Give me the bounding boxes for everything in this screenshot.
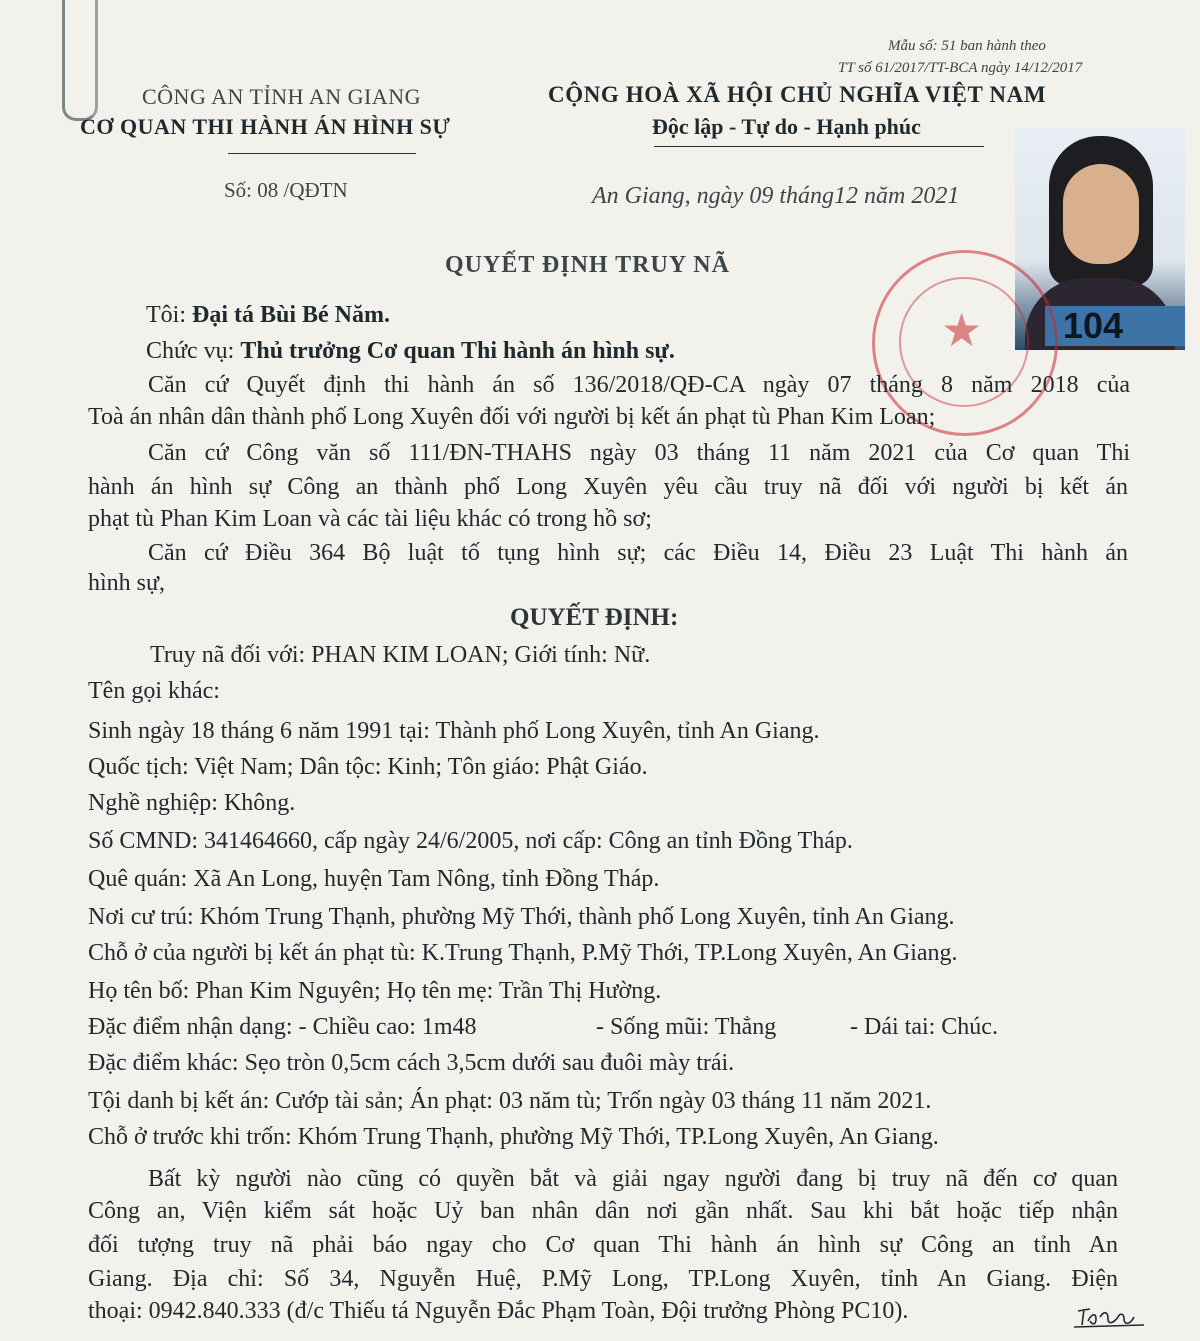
issuer-line xyxy=(146,302,390,329)
prior-address-line: Chỗ ở trước khi trốn: Khóm Trung Thạnh, phường Mỹ Thới, TP.Long Xuyên, An Giang. xyxy=(88,1124,939,1150)
issuer-name: Đại tá Bùi Bé Năm. xyxy=(192,302,390,328)
basis2-line-b: hành án hình sự Công an thành phố Long Xuyên yêu cầu truy nã đối với người bị kết án xyxy=(88,474,1128,500)
basis2-line-c: phạt tù Phan Kim Loan và các tài liệu khác có trong hồ sơ; xyxy=(88,506,652,532)
basis3-line-b: hình sự, xyxy=(88,570,166,596)
closing-line-5: thoại: 0942.840.333 (đ/c Thiếu tá Nguyễn Đắc Phạm Toàn, Đội trưởng Phòng PC10). xyxy=(88,1298,909,1324)
alias-line: Tên gọi khác: xyxy=(88,678,220,704)
nation-name: CỘNG HOÀ XÃ HỘI CHỦ NGHĨA VIỆT NAM xyxy=(548,82,1047,107)
dateline: An Giang, ngày 09 tháng12 năm 2021 xyxy=(592,183,960,209)
birth-line: Sinh ngày 18 tháng 6 năm 1991 tại: Thành phố Long Xuyên, tỉnh An Giang. xyxy=(88,718,820,744)
form-note-line1: Mẫu số: 51 ban hành theo xyxy=(888,38,1046,54)
identification-ear: - Dái tai: Chúc. xyxy=(850,1014,998,1040)
closing-line-2: Công an, Viện kiểm sát hoặc Uỷ ban nhân dân nơi gần nhất. Sau khi bắt hoặc tiếp nhận xyxy=(88,1198,1118,1224)
crime-line: Tội danh bị kết án: Cướp tài sản; Án phạt: 03 năm tù; Trốn ngày 03 tháng 11 năm 2021. xyxy=(88,1088,932,1114)
org-name-line2: CƠ QUAN THI HÀNH ÁN HÌNH SỰ xyxy=(80,114,451,139)
staple-icon xyxy=(62,0,98,121)
basis3-line-a: Căn cứ Điều 364 Bộ luật tố tụng hình sự; các Điều 14, Điều 23 Luật Thi hành án xyxy=(148,540,1128,566)
motto-underline xyxy=(654,146,984,147)
residence-line: Nơi cư trú: Khóm Trung Thạnh, phường Mỹ Thới, thành phố Long Xuyên, tỉnh An Giang. xyxy=(88,904,955,930)
basis1-line-b: Toà án nhân dân thành phố Long Xuyên đối với người bị kết án phạt tù Phan Kim Loan; xyxy=(88,404,936,430)
document-number: Số: 08 /QĐTN xyxy=(224,178,348,202)
document-title: QUYẾT ĐỊNH TRUY NÃ xyxy=(445,252,730,278)
other-marks-line: Đặc điểm khác: Sẹo tròn 0,5cm cách 3,5cm dưới sau đuôi mày trái. xyxy=(88,1050,735,1076)
current-address-line: Chỗ ở của người bị kết án phạt tù: K.Trung Thạnh, P.Mỹ Thới, TP.Long Xuyên, An Giang. xyxy=(88,940,958,966)
basis2-line-a: Căn cứ Công văn số 111/ĐN-THAHS ngày 03 tháng 11 năm 2021 của Cơ quan Thi xyxy=(148,440,1130,466)
org-name-line1: CÔNG AN TỈNH AN GIANG xyxy=(142,84,421,109)
parents-line: Họ tên bố: Phan Kim Nguyên; Họ tên mẹ: Trần Thị Hường. xyxy=(88,978,662,1004)
hometown-line: Quê quán: Xã An Long, huyện Tam Nông, tỉnh Đồng Tháp. xyxy=(88,866,660,892)
official-seal-icon: ★ xyxy=(872,250,1058,436)
decision-heading: QUYẾT ĐỊNH: xyxy=(510,604,679,631)
form-note-line2: TT số 61/2017/TT-BCA ngày 14/12/2017 xyxy=(838,60,1083,76)
id-card-line: Số CMND: 341464660, cấp ngày 24/6/2005, nơi cấp: Công an tỉnh Đồng Tháp. xyxy=(88,828,853,854)
nationality-line: Quốc tịch: Việt Nam; Dân tộc: Kinh; Tôn giáo: Phật Giáo. xyxy=(88,754,648,780)
closing-line-3: đối tượng truy nã phải báo ngay cho Cơ quan Thi hành án hình sự Công an tỉnh An xyxy=(88,1232,1118,1258)
position-line xyxy=(146,338,675,365)
wanted-person-line: Truy nã đối với: PHAN KIM LOAN; Giới tính: Nữ. xyxy=(150,642,651,668)
photo-plate-number: 104 xyxy=(1045,306,1185,346)
handwritten-initials-icon xyxy=(1074,1303,1148,1329)
identification-height: Đặc điểm nhận dạng: - Chiều cao: 1m48 xyxy=(88,1014,477,1040)
closing-line-1: Bất kỳ người nào cũng có quyền bắt và giải ngay người đang bị truy nã đến cơ quan xyxy=(148,1166,1118,1192)
basis1-line-a: Căn cứ Quyết định thi hành án số 136/2018/QĐ-CA ngày 07 tháng 8 năm 2018 của xyxy=(148,372,1130,398)
issuer-label: Tôi: xyxy=(146,302,192,328)
org-underline xyxy=(228,153,416,154)
position-label: Chức vụ: xyxy=(146,338,241,364)
occupation-line: Nghề nghiệp: Không. xyxy=(88,790,296,816)
nation-motto: Độc lập - Tự do - Hạnh phúc xyxy=(652,114,921,139)
identification-nose: - Sống mũi: Thẳng xyxy=(596,1014,777,1040)
position-value: Thủ trưởng Cơ quan Thi hành án hình sự. xyxy=(240,338,675,364)
closing-line-4: Giang. Địa chỉ: Số 34, Nguyễn Huệ, P.Mỹ Long, TP.Long Xuyên, tỉnh An Giang. Điện xyxy=(88,1266,1118,1292)
